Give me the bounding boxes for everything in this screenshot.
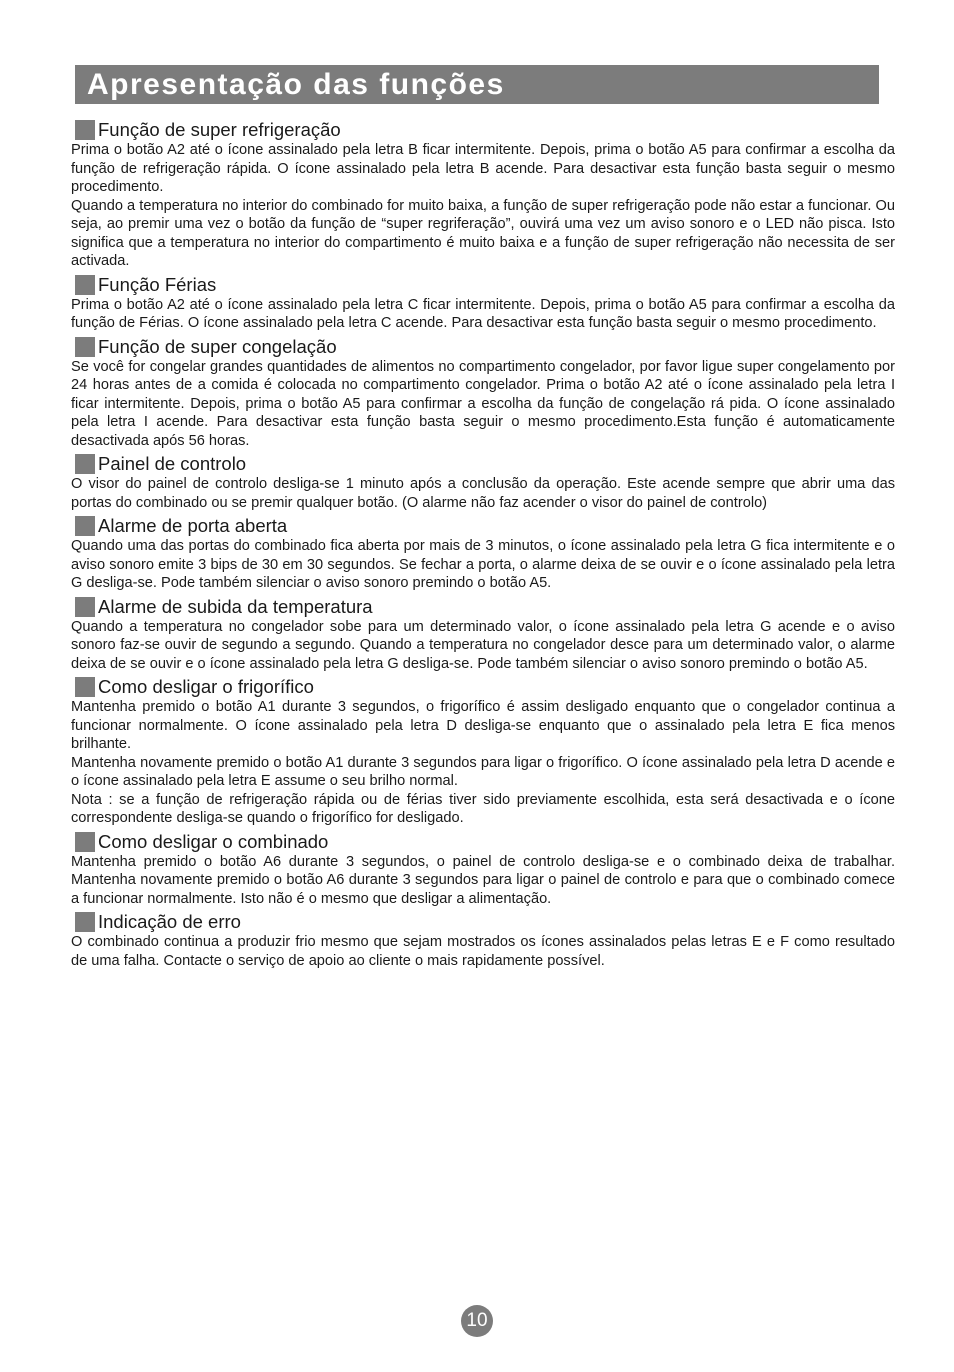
section-heading xyxy=(75,336,895,358)
section-heading xyxy=(75,515,895,537)
section-heading-text: Indicação de erro xyxy=(98,911,241,932)
section-paragraph: Quando a temperatura no congelador sobe para um determinado valor, o ícone assinalado pela letra G acende e o aviso sonoro faz-se ouvir de segundo a segundo. Quando a temperatura no congelador desce para um determinado valor, o alarme deixa de se ouvir e o ícone assinalado pela letra G desliga-se. Pode também silenciar o aviso sonoro premindo o botão A5. xyxy=(71,618,895,672)
section-heading xyxy=(75,911,895,933)
section-paragraph: O combinado continua a produzir frio mesmo que sejam mostrados os ícones assinalados pelas letras E e F como resultado de uma falha. Contacte o serviço de apoio ao cliente o mais rapidamente possível. xyxy=(71,934,895,969)
section-heading xyxy=(75,453,895,475)
square-bullet-icon xyxy=(75,454,95,474)
section-paragraph: Prima o botão A2 até o ícone assinalado pela letra B ficar intermitente. Depois, prima o botão A5 para confirmar a escolha da função de refrigeração rápida. O ícone assinalado pela letra B acende. Para desactivar esta função basta seguir o mesmo procedimento. xyxy=(71,142,895,195)
section-heading-text: Como desligar o frigorífico xyxy=(98,676,314,697)
section-heading-text: Função Férias xyxy=(98,273,217,295)
section-heading-text: Painel de controlo xyxy=(98,453,247,474)
section-alarme-porta xyxy=(71,515,895,593)
page-title-bar xyxy=(75,65,879,104)
square-bullet-icon xyxy=(75,275,95,295)
section-heading xyxy=(75,596,895,618)
square-bullet-icon xyxy=(75,597,95,617)
section-desligar-combinado xyxy=(71,831,895,909)
section-super-congelacao xyxy=(71,336,895,451)
document-body xyxy=(71,119,895,973)
section-heading-text: Como desligar o combinado xyxy=(98,830,329,852)
page-title: Apresentação das funções xyxy=(87,67,505,101)
section-heading xyxy=(75,274,895,296)
section-paragraph: Quando uma das portas do combinado fica aberta por mais de 3 minutos, o ícone assinalado pela letra G fica intermitente e o aviso sonoro emite 3 bips de 30 em 30 segundos. Se fechar a porta, o alarme deixa de se ouvir e o ícone assinalado pela letra G desliga-se. Pode também silenciar o aviso sonoro premindo o botão A5. xyxy=(71,538,895,591)
section-paragraph: O visor do painel de controlo desliga-se 1 minuto após a conclusão da operação. Este acende sempre que abrir uma das portas do combinado ou se premir qualquer botão. (O alarme não faz acender o visor do painel de controlo) xyxy=(71,476,895,511)
section-desligar-frigorifico xyxy=(71,676,895,828)
square-bullet-icon xyxy=(75,337,95,357)
section-painel-controlo xyxy=(71,453,895,512)
section-paragraph: Se você for congelar grandes quantidades de alimentos no compartimento congelador, por favor ligue super congelamento por 24 horas antes de a comida é colocada no compartimento congelador. Prima o botão A2 até o ícone assinalado pela letra I ficar intermitente. Depois, prima o botão A5 para confirmar a escolha da função de congelação rá pida. O ícone assinalado pela letra I acende. Para desactivar esta função basta seguir o mesmo procedimento.Esta função é automaticamente desactivada após 56 horas. xyxy=(71,358,895,449)
square-bullet-icon xyxy=(75,832,95,852)
section-paragraph: Mantenha premido o botão A1 durante 3 segundos, o frigorífico é assim desligado enquanto que o congelador continua a funcionar normalmente. O ícone assinalado pela letra D desliga-se enquanto que o assinalado pela letra E fica menos brilhante. xyxy=(71,699,895,752)
section-paragraph: Mantenha premido o botão A6 durante 3 segundos, o painel de controlo desliga-se e o combinado deixa de trabalhar. Mantenha novamente premido o botão A6 durante 3 segundos para ligar o painel de controlo e para que o combinado comece a funcionar normalmente. Isto não é o mesmo que desligar a alimentação. xyxy=(71,853,895,907)
section-heading xyxy=(75,676,895,698)
square-bullet-icon xyxy=(75,912,95,932)
section-heading xyxy=(75,119,895,141)
section-heading-text: Alarme de subida da temperatura xyxy=(98,595,373,617)
section-paragraph: Nota : se a função de refrigeração rápida ou de férias tiver sido previamente escolhida, esta será desactivada e o ícone correspondente desliga-se quando o frigorífico for desligado. xyxy=(71,791,895,826)
square-bullet-icon xyxy=(75,677,95,697)
section-paragraph: Prima o botão A2 até o ícone assinalado pela letra C ficar intermitente. Depois, prima o botão A5 para confirmar a escolha da função de Férias. O ícone assinalado pela letra C acende. Para desactivar esta função basta seguir o mesmo procedimento. xyxy=(71,296,895,331)
page-number: 10 xyxy=(461,1305,493,1337)
section-ferias xyxy=(71,274,895,333)
section-paragraph: Mantenha novamente premido o botão A1 durante 3 segundos para ligar o frigorífico. O ícone assinalado pela letra D acende e o ícone assinalado pela letra E assume o seu brilho normal. xyxy=(71,754,895,789)
section-heading xyxy=(75,831,895,853)
section-super-refrigeracao xyxy=(71,119,895,271)
square-bullet-icon xyxy=(75,120,95,140)
section-heading-text: Alarme de porta aberta xyxy=(98,515,288,536)
section-indicacao-erro xyxy=(71,911,895,970)
section-paragraph: Quando a temperatura no interior do combinado for muito baixa, a função de super refrigeração pode não estar a funcionar. Ou seja, ao premir uma vez o botão da função de “super regriferação”, ouvirá uma vez um aviso sonoro e o LED não pisca. Isto significa que a temperatura no interior do compartimento é muito baixa e a função de super refrigeração não necessita de ser activada. xyxy=(71,197,895,269)
section-alarme-temperatura xyxy=(71,596,895,674)
section-heading-text: Função de super congelação xyxy=(98,335,337,357)
square-bullet-icon xyxy=(75,516,95,536)
section-heading-text: Função de super refrigeração xyxy=(98,119,341,140)
